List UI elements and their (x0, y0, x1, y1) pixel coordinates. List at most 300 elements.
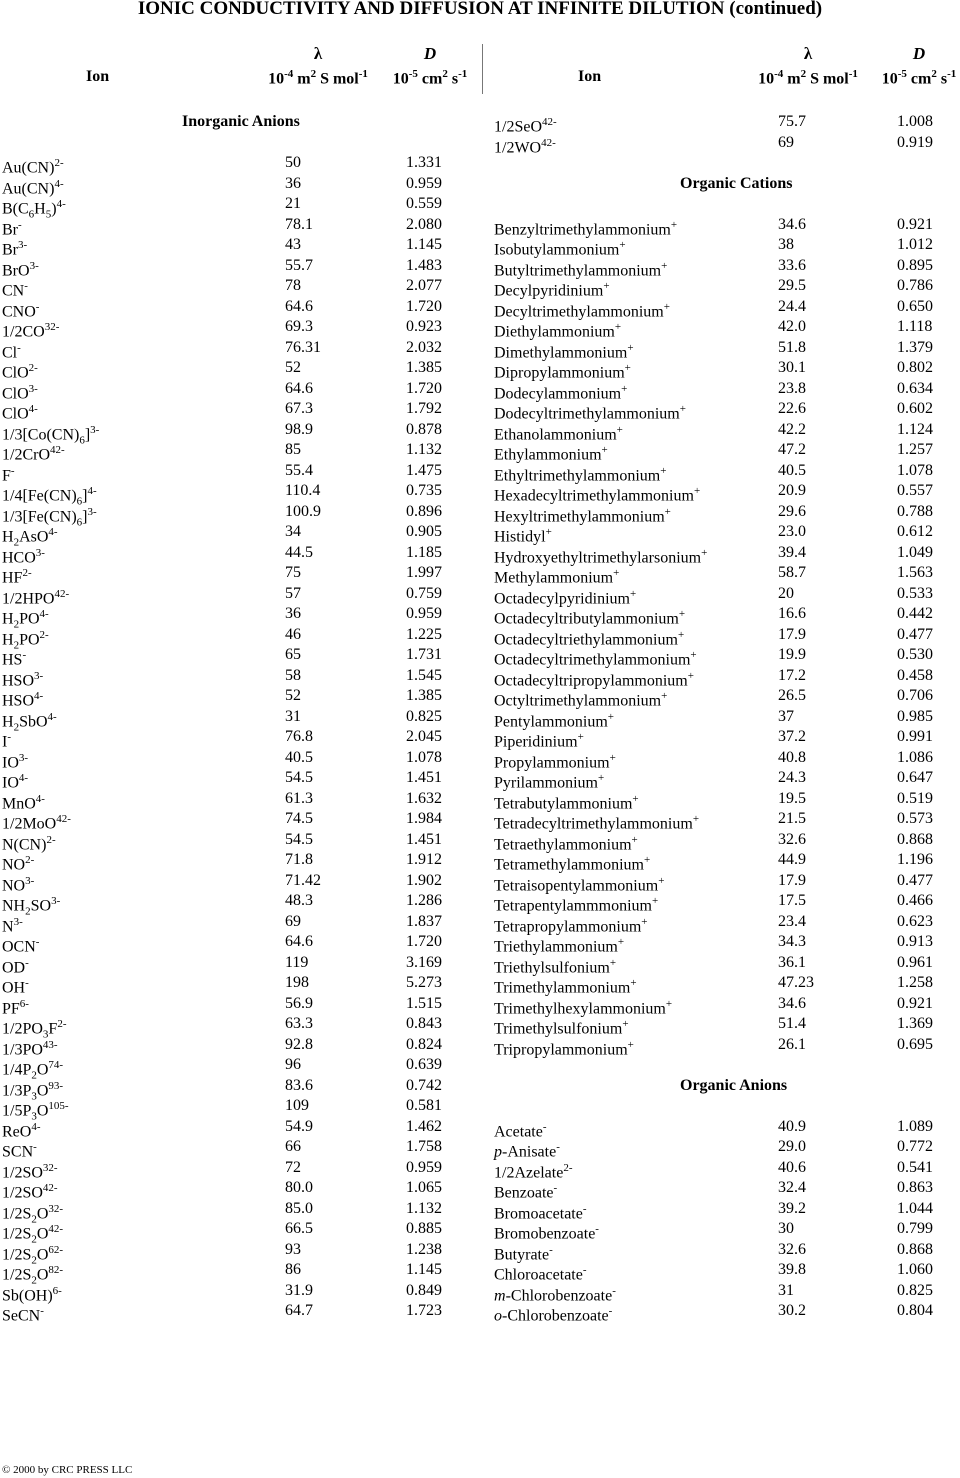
diffusion-value: 1.475 (406, 461, 442, 479)
lambda-value: 29.6 (778, 502, 806, 520)
ion-name: Br- (2, 218, 22, 238)
diffusion-value: 1.515 (406, 994, 442, 1012)
diffusion-value: 0.959 (406, 174, 442, 192)
table-row (494, 543, 960, 564)
lambda-value: 64.6 (285, 933, 313, 950)
ion-name: $1/2WO^{42-}$ (494, 136, 556, 156)
diffusion-value: 1.720 (406, 933, 442, 950)
table-row (494, 789, 960, 810)
ion-name: Octadecyltrimethylammonium+ (494, 649, 697, 669)
diffusion-value: 1.225 (406, 625, 442, 643)
table-row (2, 932, 472, 956)
table-row (2, 912, 472, 933)
ion-name: $1/2SO^{42-}$ (2, 1182, 58, 1202)
ion-name: Trimethylsulfonium+ (494, 1018, 629, 1038)
ion-name: $H_2SbO^{4-}$ (2, 710, 57, 734)
ion-name: $IO^{4-}$ (2, 772, 29, 792)
diffusion-value: 0.477 (897, 871, 933, 889)
section-heading (494, 174, 960, 195)
table-row (494, 1178, 960, 1202)
lambda-value: 17.9 (778, 625, 806, 643)
diffusion-value: 0.639 (406, 1056, 442, 1073)
table-row (2, 789, 472, 810)
diffusion-value: 1.632 (406, 789, 442, 807)
table-row (494, 850, 960, 874)
diffusion-value: 0.530 (897, 646, 933, 663)
ion-name: $HSO^{4-}$ (2, 690, 44, 710)
header-lambda-left (244, 44, 392, 89)
lambda-value: 32.4 (778, 1179, 806, 1196)
ion-name: $1/3P_3O^{93-}$ (2, 1079, 64, 1103)
table-row (2, 297, 472, 318)
lambda-value: 52 (285, 687, 301, 704)
table-row (2, 871, 472, 892)
lambda-value: 36 (285, 174, 301, 192)
ion-name: Octadecyltributylammonium+ (494, 608, 686, 628)
table-row (494, 666, 960, 687)
header-ion-left: Ion (86, 68, 110, 85)
diffusion-value: 1.984 (406, 810, 442, 827)
diffusion-value: 0.581 (406, 1097, 442, 1114)
ion-name: Ethyltrimethylammonium+ (494, 464, 667, 484)
lambda-value: 51.4 (778, 1015, 806, 1032)
lambda-value: 36 (285, 605, 301, 622)
diffusion-value: 2.045 (406, 728, 442, 745)
lambda-value: 46 (285, 625, 301, 643)
lambda-value: 50 (285, 154, 301, 171)
lambda-value: 92.8 (285, 1035, 313, 1053)
table-row (494, 748, 960, 769)
ion-name: $HF^{2-}$ (2, 567, 32, 587)
table-row (494, 215, 960, 236)
diffusion-value: 0.759 (406, 584, 442, 602)
lambda-value: 75 (285, 564, 301, 581)
ion-name: ReO$^{4-}$ (2, 1120, 41, 1140)
table-row (494, 1301, 960, 1325)
lambda-value: 32.6 (778, 830, 806, 848)
lambda-value: 74.5 (285, 810, 313, 827)
header-d-right: D $10^{-5}$ $cm^2$ $s^{-1}$ (881, 44, 957, 88)
table-row (2, 1117, 472, 1138)
lambda-value: 23.4 (778, 912, 806, 930)
diffusion-value: 0.541 (897, 1158, 933, 1176)
ion-name: Butyltrimethylammonium+ (494, 259, 668, 279)
ion-name: $Br^{3-}$ (2, 239, 28, 259)
table-row (2, 891, 472, 918)
diffusion-value: 1.196 (897, 851, 933, 868)
lambda-value: 40.8 (778, 748, 806, 766)
diffusion-value: 0.824 (406, 1035, 442, 1053)
diffusion-value: 0.533 (897, 584, 933, 602)
table-row (494, 727, 960, 751)
ion-name: $PF^{6-}$ (2, 997, 29, 1017)
table-row (2, 481, 472, 508)
lambda-value: 34.6 (778, 215, 806, 233)
table-row (494, 563, 960, 587)
table-row (2, 686, 472, 710)
lambda-value: 26.5 (778, 687, 806, 704)
ion-name: $NH_2SO^{3-}$ (2, 895, 61, 918)
lambda-value: 66.5 (285, 1220, 313, 1237)
table-row (494, 133, 960, 154)
spacer-row (494, 1096, 960, 1117)
ion-name: Dodecylammonium+ (494, 382, 628, 402)
ion-name: Benzoate- (494, 1182, 558, 1202)
table-row (494, 973, 960, 997)
table-row (2, 727, 472, 751)
ion-name: $1/2S_2O^{42-}$ (2, 1223, 64, 1246)
table-row (2, 1158, 472, 1179)
ion-name: Dodecyltrimethylammonium+ (494, 403, 686, 423)
lambda-value: 64.7 (285, 1302, 313, 1319)
diffusion-value: 0.573 (897, 810, 933, 827)
lambda-value: 67.3 (285, 400, 313, 417)
lambda-value: 58 (285, 666, 301, 684)
table-row (2, 953, 472, 974)
diffusion-value: 0.863 (897, 1179, 933, 1196)
lambda-value: 23.0 (778, 523, 806, 540)
ion-name: OH- (2, 977, 29, 997)
lambda-value: 40.6 (778, 1158, 806, 1176)
ion-name: CN- (2, 280, 28, 300)
diffusion-value: 1.997 (406, 564, 442, 581)
ion-name: Dipropylammonium+ (494, 362, 631, 382)
lambda-value: 43 (285, 236, 301, 253)
diffusion-value: 1.257 (897, 441, 933, 458)
lambda-value: 19.9 (778, 646, 806, 663)
diffusion-value: 1.089 (897, 1117, 933, 1135)
diffusion-value: 1.145 (406, 1261, 442, 1278)
diffusion-value: 0.477 (897, 625, 933, 643)
ion-name: $IO^{3-}$ (2, 751, 29, 771)
lambda-value: 47.2 (778, 441, 806, 458)
lambda-value: 83.6 (285, 1076, 313, 1094)
table-row (2, 1199, 472, 1226)
lambda-value: 34.3 (778, 933, 806, 950)
lambda-value: 23.8 (778, 379, 806, 397)
ion-name: Isobutylammonium+ (494, 239, 626, 259)
ion-name: $NO^{3-}$ (2, 874, 35, 894)
diffusion-value: 1.008 (897, 113, 933, 130)
ion-name: SCN- (2, 1141, 37, 1161)
lambda-value: 24.3 (778, 769, 806, 786)
ion-name: Decyltrimethylammonium+ (494, 300, 670, 320)
lambda-symbol: λ (313, 44, 323, 63)
diffusion-value: 0.885 (406, 1220, 442, 1237)
ion-name: $1/4P_2O^{74-}$ (2, 1059, 64, 1082)
diffusion-value: 1.012 (897, 236, 933, 253)
diffusion-value: 1.065 (406, 1179, 442, 1196)
ion-name: Octyltrimethylammonium+ (494, 690, 668, 710)
lambda-value: 29.5 (778, 277, 806, 294)
ion-name: Tetraisopentylammonium+ (494, 874, 665, 894)
ion-name: Piperidinium+ (494, 731, 584, 751)
diffusion-value: 0.921 (897, 215, 933, 233)
diffusion-value: 1.369 (897, 1015, 933, 1032)
lambda-value: 32.6 (778, 1240, 806, 1258)
ion-name: Triethylammonium+ (494, 936, 625, 956)
ion-name: 1/2MoO$^{42-}$ (2, 813, 71, 833)
lambda-value: 69 (778, 133, 794, 151)
table-row (494, 768, 960, 792)
copyright-footer: © 2000 by CRC PRESS LLC (2, 1464, 133, 1476)
diffusion-value: 1.912 (406, 851, 442, 868)
lambda-value: 76.8 (285, 728, 313, 745)
ion-name: $1/3[Co(CN)_6]^{3-}$ (2, 423, 100, 447)
lambda-value: 26.1 (778, 1035, 806, 1053)
table-row (494, 1117, 960, 1138)
ion-name: $H_2PO^{4-}$ (2, 608, 49, 631)
lambda-value: 44.9 (778, 851, 806, 868)
table-row (2, 973, 472, 997)
diffusion-value: 0.843 (406, 1015, 442, 1032)
spacer-row (2, 133, 472, 154)
lambda-value: 16.6 (778, 605, 806, 622)
diffusion-value: 0.519 (897, 789, 933, 807)
table-row (2, 256, 472, 277)
table-row (2, 379, 472, 400)
table-row (494, 1219, 960, 1243)
diffusion-value: 1.385 (406, 359, 442, 376)
lambda-unit: $10^{-4}$ $m^2$ S mol$^{-1}$ (268, 68, 368, 88)
table-row (2, 522, 472, 549)
ion-name: $1/5P_3O^{105-}$ (2, 1100, 69, 1123)
lambda-value: 42.0 (778, 318, 806, 335)
table-row (494, 871, 960, 892)
diffusion-value: 0.742 (406, 1076, 442, 1094)
lambda-value: 69 (285, 912, 301, 930)
lambda-value: 47.23 (778, 974, 814, 991)
lambda-value: 39.4 (778, 543, 806, 561)
table-row (2, 358, 472, 382)
ion-name: p-Anisate- (494, 1141, 560, 1161)
lambda-value: 22.6 (778, 400, 806, 417)
table-row (2, 768, 472, 792)
lambda-value: 65 (285, 646, 301, 663)
lambda-value: 20 (778, 584, 794, 602)
diffusion-value: 3.169 (406, 953, 442, 971)
lambda-value: 109 (285, 1097, 309, 1114)
table-row (494, 1281, 960, 1302)
lambda-value: 37 (778, 707, 794, 725)
table-row (2, 543, 472, 564)
lambda-value: 33.6 (778, 256, 806, 274)
table-row (2, 850, 472, 874)
lambda-value: 69.3 (285, 318, 313, 335)
diffusion-value: 1.044 (897, 1199, 933, 1217)
ion-name: Butyrate- (494, 1243, 553, 1263)
lambda-value: 17.9 (778, 871, 806, 889)
table-row (2, 707, 472, 734)
lambda-value: 198 (285, 974, 309, 991)
diffusion-value: 0.458 (897, 666, 933, 684)
ion-name: $1/3PO^{43-}$ (2, 1038, 58, 1058)
d-symbol: D (423, 44, 437, 63)
lambda-value: 40.5 (778, 461, 806, 479)
table-row (2, 1035, 472, 1056)
table-row (494, 358, 960, 382)
diffusion-value: 0.602 (897, 400, 933, 417)
table-row (494, 1035, 960, 1056)
lambda-value: 19.5 (778, 789, 806, 807)
ion-name: Tetrabutylammonium+ (494, 792, 639, 812)
diffusion-value: 1.185 (406, 543, 442, 561)
lambda-value: 30 (778, 1220, 794, 1237)
diffusion-value: 0.919 (897, 133, 933, 151)
diffusion-value: 1.792 (406, 400, 442, 417)
ion-name: OD- (2, 956, 29, 976)
lambda-value: 61.3 (285, 789, 313, 807)
diffusion-value: 0.985 (897, 707, 933, 725)
table-row (494, 297, 960, 318)
table-row (494, 1260, 960, 1284)
ion-name: $1/2S_2O^{62-}$ (2, 1243, 64, 1267)
table-row (494, 1240, 960, 1261)
diffusion-value: 0.825 (406, 707, 442, 725)
lambda-value: 29.0 (778, 1138, 806, 1155)
lambda-value: 58.7 (778, 564, 806, 581)
table-row (2, 461, 472, 482)
right-table (494, 112, 960, 1325)
lambda-value: 96 (285, 1056, 301, 1073)
diffusion-value: 2.077 (406, 277, 442, 294)
lambda-value: 17.2 (778, 666, 806, 684)
lambda-value: 34.6 (778, 994, 806, 1012)
table-row (494, 481, 960, 505)
diffusion-value: 1.720 (406, 379, 442, 397)
section-title: Inorganic Anions (182, 113, 300, 130)
ion-name: Diethylammonium+ (494, 321, 622, 341)
diffusion-value: 0.959 (406, 605, 442, 622)
ion-name: Tripropylammonium+ (494, 1038, 634, 1058)
ion-name: 1/2SeO$^{42-}$ (494, 116, 557, 136)
table-row (494, 235, 960, 259)
ion-name: $1/3[Fe(CN)_6]^{3-}$ (2, 505, 97, 529)
table-row (2, 276, 472, 300)
ion-name: Hexyltrimethylammonium+ (494, 505, 671, 525)
table-row (494, 502, 960, 523)
diffusion-value: 0.695 (897, 1035, 933, 1053)
lambda-value: 78.1 (285, 215, 313, 233)
table-row (2, 830, 472, 851)
lambda-value: 71.8 (285, 851, 313, 868)
ion-name: Octadecyltriethylammonium+ (494, 628, 685, 648)
lambda-value: 34 (285, 523, 301, 540)
ion-name: Trimethylammonium+ (494, 977, 637, 997)
lambda-value: 38 (778, 236, 794, 253)
ion-name: Bromoacetate- (494, 1202, 587, 1222)
diffusion-value: 0.442 (897, 605, 933, 622)
diffusion-value: 1.118 (897, 318, 933, 335)
diffusion-value: 0.895 (897, 256, 933, 274)
lambda-value: 85 (285, 441, 301, 458)
diffusion-value: 0.466 (897, 892, 933, 909)
lambda-value: 54.5 (285, 830, 313, 848)
table-row (2, 338, 472, 359)
ion-name: Hydroxyethyltrimethylarsonium+ (494, 546, 708, 566)
ion-name: $HSO^{3-}$ (2, 669, 44, 689)
ion-name: Methylammonium+ (494, 567, 620, 587)
lambda-value: 56.9 (285, 994, 313, 1012)
table-row (494, 994, 960, 1015)
table-row (2, 748, 472, 769)
diffusion-value: 1.258 (897, 974, 933, 991)
lambda-value: 72 (285, 1158, 301, 1176)
ion-name: $1/4[Fe(CN)_6]^{4-}$ (2, 485, 97, 508)
table-row (494, 1199, 960, 1220)
diffusion-value: 1.451 (406, 830, 442, 848)
lambda-value: 30.1 (778, 359, 806, 376)
table-row (494, 420, 960, 441)
diffusion-value: 0.868 (897, 1240, 933, 1258)
lambda-value: 44.5 (285, 543, 313, 561)
table-row (494, 809, 960, 833)
table-row (494, 112, 960, 136)
diffusion-value: 1.837 (406, 912, 442, 930)
ion-name: $B(C_6H_5)^{4-}$ (2, 198, 66, 221)
ion-name: o-Chlorobenzoate- (494, 1305, 613, 1325)
lambda-value: 86 (285, 1261, 301, 1278)
header-lambda-right: λ $10^{-4}$ $m^2$ S mol$^{-1}$ (758, 44, 858, 88)
diffusion-value: 1.731 (406, 646, 442, 663)
diffusion-value: 0.799 (897, 1220, 933, 1237)
table-row (2, 1260, 472, 1287)
lambda-value: 20.9 (778, 482, 806, 499)
lambda-value: 54.5 (285, 769, 313, 786)
ion-name: ClO$^{3-}$ (2, 382, 38, 402)
diffusion-value: 1.124 (897, 420, 933, 438)
header-ion-right: Ion (578, 68, 602, 85)
diffusion-value: 0.786 (897, 277, 933, 294)
lambda-value: 21 (285, 195, 301, 212)
lambda-value: 85.0 (285, 1199, 313, 1217)
ion-name: Pentylammonium+ (494, 710, 614, 730)
spacer-row (494, 153, 960, 174)
diffusion-value: 1.563 (897, 564, 933, 581)
table-row (494, 399, 960, 423)
diffusion-value: 0.735 (406, 482, 442, 499)
lambda-value: 31.9 (285, 1281, 313, 1299)
diffusion-value: 1.078 (406, 748, 442, 766)
diffusion-value: 0.788 (897, 502, 933, 520)
diffusion-value: 0.650 (897, 297, 933, 315)
ion-name: Ethylammonium+ (494, 444, 608, 464)
diffusion-value: 0.896 (406, 502, 442, 520)
table-row (2, 1076, 472, 1103)
table-row (494, 686, 960, 710)
lambda-value: 54.9 (285, 1117, 313, 1135)
section-heading (2, 112, 472, 133)
table-row (494, 912, 960, 933)
table-row (494, 522, 960, 546)
lambda-value: 98.9 (285, 420, 313, 438)
ion-name: Octadecylpyridinium+ (494, 587, 637, 607)
table-row (2, 625, 472, 652)
ion-name: BrO$^{3-}$ (2, 259, 39, 279)
section-heading (494, 1076, 960, 1097)
ion-name: Ethanolammonium+ (494, 423, 623, 443)
table-row (2, 1137, 472, 1161)
diffusion-value: 1.060 (897, 1261, 933, 1278)
diffusion-value: 0.991 (897, 728, 933, 745)
diffusion-value: 1.902 (406, 871, 442, 889)
ion-name: Sb(OH)$^{6-}$ (2, 1284, 62, 1304)
diffusion-value: 1.723 (406, 1302, 442, 1319)
diffusion-value: 1.132 (406, 1199, 442, 1217)
table-row (494, 256, 960, 277)
diffusion-value: 0.612 (897, 523, 933, 540)
ion-name: Bromobenzoate- (494, 1223, 599, 1243)
